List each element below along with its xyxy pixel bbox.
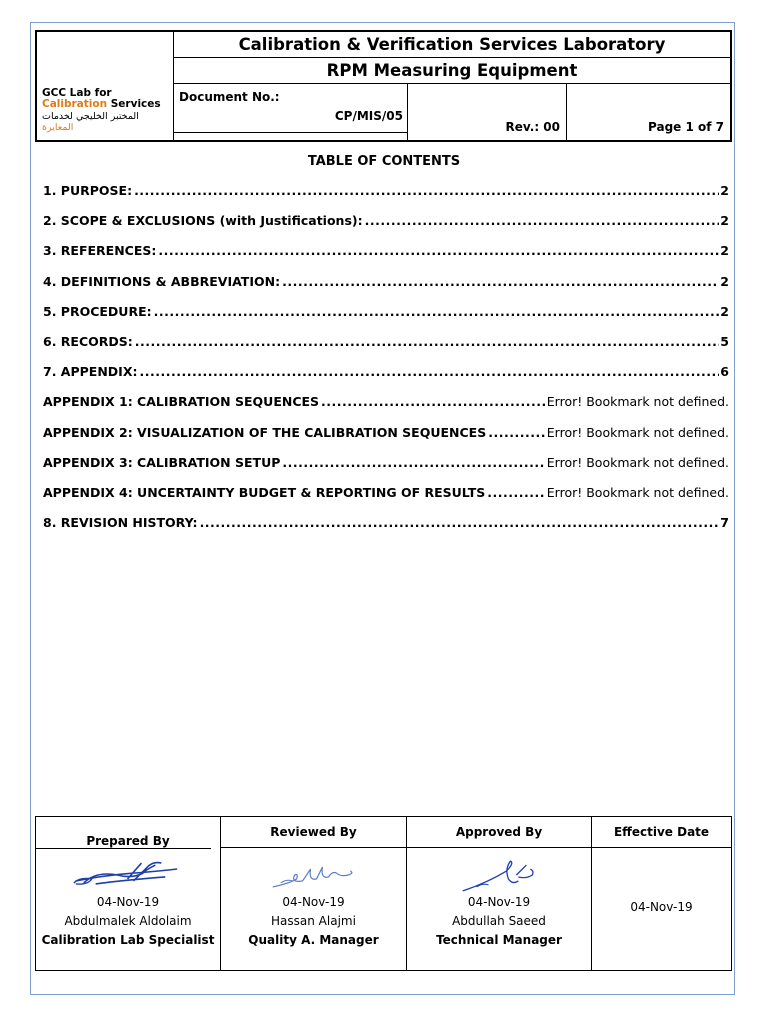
signature-reviewed [221,853,406,893]
toc-leader [486,425,546,440]
toc-entry-label: 7. APPENDIX: [43,364,138,380]
prepared-date: 04-Nov-19 [96,895,160,909]
logo-line2-rest: Services [107,98,161,110]
toc-entry-appendix-1[interactable] [43,394,729,424]
page-number-value: Page 1 of 7 [648,120,724,134]
toc-leader [137,364,719,379]
toc-entry-label: 5. PROCEDURE: [43,303,152,319]
toc-entry-page: Error! Bookmark not defined. [546,484,729,500]
page-number-cell [567,84,730,140]
toc-entry-appendix-2[interactable] [43,425,729,455]
logo-arabic-orange: المعايرة [42,122,74,133]
toc-entry-scope[interactable] [43,213,729,243]
toc-entry-page: 2 [720,303,729,319]
toc-entry-references[interactable] [43,243,729,273]
prepared-by-column [36,817,221,970]
toc-leader [198,515,720,530]
toc-entry-label: 1. PURPOSE: [43,183,133,198]
prepared-name: Abdulmalek Aldolaim [64,914,192,928]
effective-date-value: 04-Nov-19 [630,900,693,914]
toc-leader [319,394,546,409]
document-number-divider [174,132,407,133]
heading-divider [71,848,211,849]
toc-entry-page: Error! Bookmark not defined. [546,424,729,440]
toc-entry-label: 2. SCOPE & EXCLUSIONS (with Justifications): [43,213,363,229]
toc-entry-label: APPENDIX 4: UNCERTAINTY BUDGET & REPORTING OF RESULTS [43,484,486,500]
toc-entry-page: 7 [720,515,729,531]
reviewed-role: Quality A. Manager [248,933,379,947]
toc-entry-page: 2 [720,183,729,198]
approved-by-column [407,817,592,970]
toc-entry-label: 8. REVISION HISTORY: [43,515,198,531]
toc-entry-revision-history[interactable] [43,515,729,545]
toc-entry-label: 4. DEFINITIONS & ABBREVIATION: [43,273,281,289]
toc-entry-page: Error! Bookmark not defined. [546,454,729,470]
prepared-by-heading: Prepared By [86,834,170,848]
toc-entry-page: 2 [720,273,729,289]
toc-entry-appendix-3[interactable] [43,455,729,485]
document-subtitle: RPM Measuring Equipment [174,58,730,84]
toc-entry-label: APPENDIX 1: CALIBRATION SEQUENCES [43,394,320,410]
logo-line1: GCC Lab for [42,87,112,99]
toc-entry-page: 6 [720,364,729,380]
reviewed-name: Hassan Alajmi [271,914,356,928]
toc-entry-page: 2 [720,243,729,259]
toc-leader [363,213,720,228]
toc-entry-purpose[interactable] [43,183,729,213]
document-header [35,30,732,142]
approved-name: Abdullah Saeed [452,914,546,928]
toc-leader [280,274,719,289]
revision-value: Rev.: 00 [505,120,560,134]
heading-divider [36,848,71,849]
toc-entry-page: 2 [720,213,729,229]
toc-entry-label: APPENDIX 2: VISUALIZATION OF THE CALIBRATION SEQUENCES [43,424,487,440]
approved-role: Technical Manager [436,933,562,947]
table-of-contents [43,183,729,545]
document-number-cell [174,84,408,140]
toc-leader [156,243,719,258]
reviewed-by-heading: Reviewed By [221,817,406,848]
toc-leader [132,183,719,198]
toc-leader [133,334,720,349]
logo-line2-orange: Calibration [42,98,108,110]
toc-entry-page: 5 [720,333,729,349]
toc-entry-page: Error! Bookmark not defined. [546,394,729,410]
toc-entry-label: 6. RECORDS: [43,333,133,349]
toc-title: TABLE OF CONTENTS [307,154,461,169]
document-number-label: Document No.: [179,90,280,104]
toc-entry-appendix[interactable] [43,364,729,394]
toc-entry-records[interactable] [43,334,729,364]
toc-entry-definitions[interactable] [43,274,729,304]
toc-leader [485,485,546,500]
toc-entry-label: APPENDIX 3: CALIBRATION SETUP [43,454,281,470]
logo-text [42,88,173,133]
prepared-role: Calibration Lab Specialist [41,933,215,947]
logo-arabic [42,111,173,133]
reviewed-by-column [221,817,407,970]
toc-leader [152,304,720,319]
signature-prepared [36,853,220,893]
approved-by-heading: Approved By [407,817,591,848]
reviewed-date: 04-Nov-19 [282,895,345,909]
document-number-value: CP/MIS/05 [334,109,403,123]
toc-entry-procedure[interactable] [43,304,729,334]
toc-entry-label: 3. REFERENCES: [43,243,157,259]
approval-table [35,816,732,971]
document-title: Calibration & Verification Services Laboratory [174,32,730,58]
logo-arabic-black: المختبر الخليجي لخدمات [42,111,139,122]
toc-leader [280,455,545,470]
effective-date-heading: Effective Date [592,817,731,848]
revision-cell [408,84,567,140]
logo [37,32,174,140]
toc-entry-appendix-4[interactable] [43,485,729,515]
approved-date: 04-Nov-19 [467,895,531,909]
effective-date-column [592,817,731,970]
signature-approved [407,853,591,893]
